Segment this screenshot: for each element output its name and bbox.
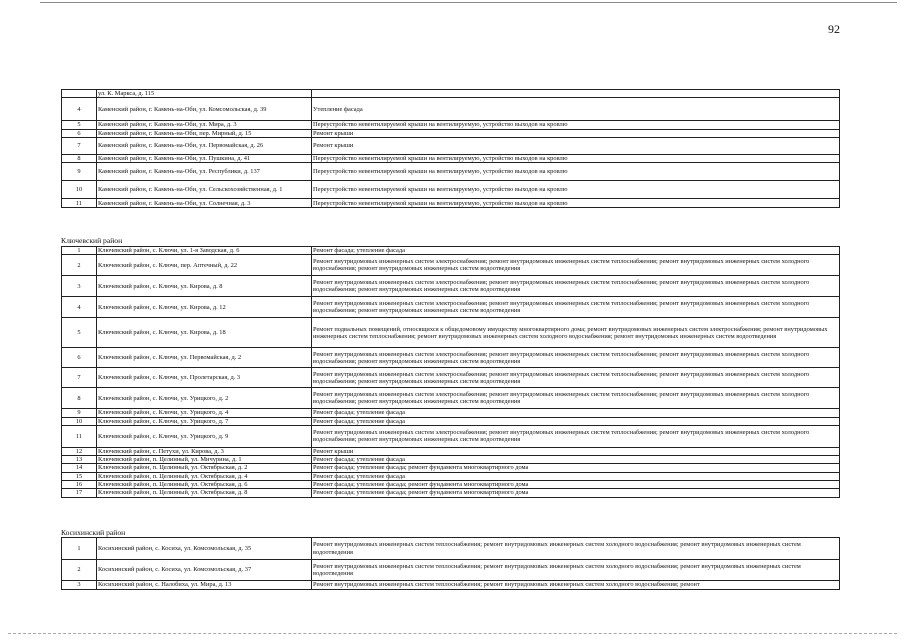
row-works: Ремонт фасада; утепление фасада xyxy=(312,409,840,417)
row-address: Ключевский район, с. Ключи, ул. Урицкого, д. 7 xyxy=(97,417,312,425)
section-title-kosikhinsky: Косихинский район xyxy=(61,528,126,537)
row-works: Ремонт фасада; утепление фасада xyxy=(312,247,840,255)
row-number xyxy=(62,90,97,98)
row-number: 2 xyxy=(62,560,97,581)
table-kamensky xyxy=(61,89,840,208)
row-address: Ключевский район, с. Ключи, ул. Кирова, д. 18 xyxy=(97,318,312,348)
table-row xyxy=(62,154,840,162)
row-number: 11 xyxy=(62,425,97,447)
table-row xyxy=(62,318,840,348)
table-row xyxy=(62,348,840,368)
row-address: Ключевский район, п. Целинный, ул. Октябрьская, д. 8 xyxy=(97,489,312,497)
row-works: Ремонт внутридомовых инженерных систем теплоснабжения; ремонт внутридомовых инженерных систем холодного водоснабжения; ремонт внутридомовых инженерных систем водоотведения xyxy=(312,538,840,560)
row-address: Косихинский район, с. Налобиха, ул. Мира, д. 13 xyxy=(97,581,312,590)
row-address: Ключевский район, с. Ключи, ул. Урицкого, д. 4 xyxy=(97,409,312,417)
row-works: Ремонт внутридомовых инженерных систем электроснабжения; ремонт внутридомовых инженерных систем теплоснабжения; ремонт внутридомовых инженерных систем холодного водоснабжения; ремонт внутридомовых инженерных систем водоотведения xyxy=(312,348,840,368)
row-address: Каменский район, г. Камень-на-Оби, ул. Солнечная, д. 3 xyxy=(97,199,312,208)
row-number: 11 xyxy=(62,199,97,208)
row-address: Ключевский район, с. Ключи, ул. Кирова, д. 8 xyxy=(97,276,312,297)
table-body xyxy=(62,90,840,208)
row-works: Ремонт фасада; утепление фасада; ремонт фундамента многоквартирного дома xyxy=(312,481,840,489)
table-row xyxy=(62,137,840,154)
row-address: Косихинский район, с. Косиха, ул. Комсомольская, д. 35 xyxy=(97,538,312,560)
row-number: 9 xyxy=(62,163,97,181)
row-works: Ремонт внутридомовых инженерных систем теплоснабжения; ремонт внутридомовых инженерных систем холодного водоснабжения; ремонт xyxy=(312,581,840,590)
table-row xyxy=(62,481,840,489)
row-address: Ключевский район, п. Целинный, ул. Октябрьская, д. 6 xyxy=(97,481,312,489)
row-number: 7 xyxy=(62,137,97,154)
table-row xyxy=(62,560,840,581)
row-works: Ремонт внутридомовых инженерных систем электроснабжения; ремонт внутридомовых инженерных систем теплоснабжения; ремонт внутридомовых инженерных систем холодного водоснабжения; ремонт внутридомовых инженерных систем водоотведения xyxy=(312,425,840,447)
row-number: 4 xyxy=(62,98,97,121)
row-address: Ключевский район, п. Целинный, ул. Мичурина, д. 1 xyxy=(97,456,312,464)
row-number: 5 xyxy=(62,318,97,348)
row-works: Ремонт фасада; утепление фасада; ремонт фундамента многоквартирного дома xyxy=(312,489,840,497)
table-row xyxy=(62,181,840,199)
page-number: 92 xyxy=(828,22,840,36)
row-works: Ремонт крыши xyxy=(312,129,840,137)
row-address: Каменский район, г. Камень-на-Оби, ул. Сельскохозяйственная, д. 1 xyxy=(97,181,312,199)
table-row xyxy=(62,472,840,480)
table-row xyxy=(62,129,840,137)
row-works: Ремонт внутридомовых инженерных систем электроснабжения; ремонт внутридомовых инженерных систем теплоснабжения; ремонт внутридомовых инженерных систем холодного водоснабжения; ремонт внутридомовых инженерных систем водоотведения xyxy=(312,255,840,276)
row-works: Ремонт крыши xyxy=(312,447,840,455)
row-works: Ремонт внутридомовых инженерных систем теплоснабжения; ремонт внутридомовых инженерных систем холодного водоснабжения; ремонт внутридомовых инженерных систем водоотведения xyxy=(312,560,840,581)
row-number: 4 xyxy=(62,297,97,318)
row-number: 3 xyxy=(62,581,97,590)
row-address: Каменский район, г. Камень-на-Оби, ул. Комсомольская, д. 39 xyxy=(97,98,312,121)
row-works: Переустройство невентилируемой крыши на вентилируемую, устройство выходов на кровлю xyxy=(312,163,840,181)
row-address: Ключевский район, с. Петухи, ул. Кирова, д. 3 xyxy=(97,447,312,455)
table-row xyxy=(62,297,840,318)
table-row xyxy=(62,538,840,560)
row-number: 2 xyxy=(62,255,97,276)
row-works: Ремонт крыши xyxy=(312,137,840,154)
table-row xyxy=(62,409,840,417)
row-works: Ремонт внутридомовых инженерных систем электроснабжения; ремонт внутридомовых инженерных систем теплоснабжения; ремонт внутридомовых инженерных систем холодного водоснабжения; ремонт внутридомовых инженерных систем водоотведения xyxy=(312,297,840,318)
row-works: Ремонт подвальных помещений, относящихся к общедомовому имуществу многоквартирного дома; ремонт внутридомовых инженерных систем электроснабжения; ремонт внутридомовых инженерных систем теплоснабжения; ремонт внутридомовых инженерных систем холодного водоснабжения; ремонт внутридомовых инженерных систем водоотведения xyxy=(312,318,840,348)
row-address: Ключевский район, с. Ключи, ул. Урицкого, д. 2 xyxy=(97,388,312,409)
row-number: 8 xyxy=(62,154,97,162)
row-address: Каменский район, г. Камень-на-Оби, пер. Мирный, д. 15 xyxy=(97,129,312,137)
row-works: Ремонт внутридомовых инженерных систем электроснабжения; ремонт внутридомовых инженерных систем теплоснабжения; ремонт внутридомовых инженерных систем холодного водоснабжения; ремонт внутридомовых инженерных систем водоотведения xyxy=(312,368,840,388)
row-number: 7 xyxy=(62,368,97,388)
table-row xyxy=(62,247,840,255)
row-number: 16 xyxy=(62,481,97,489)
row-address: Ключевский район, с. Ключи, ул. 1-я Заводская, д. 6 xyxy=(97,247,312,255)
row-address: ул. К. Маркса, д. 115 xyxy=(97,90,312,98)
row-works: Ремонт фасада; утепление фасада xyxy=(312,472,840,480)
row-works: Ремонт внутридомовых инженерных систем электроснабжения; ремонт внутридомовых инженерных систем теплоснабжения; ремонт внутридомовых инженерных систем холодного водоснабжения; ремонт внутридомовых инженерных систем водоотведения xyxy=(312,276,840,297)
row-works: Ремонт фасада; утепление фасада xyxy=(312,417,840,425)
row-works xyxy=(312,90,840,98)
row-address: Ключевский район, с. Ключи, ул. Первомайская, д. 2 xyxy=(97,348,312,368)
row-number: 8 xyxy=(62,388,97,409)
row-address: Ключевский район, с. Ключи, ул. Урицкого, д. 9 xyxy=(97,425,312,447)
table-row xyxy=(62,276,840,297)
table-row xyxy=(62,98,840,121)
table-body xyxy=(62,538,840,590)
table-klyuchevsky xyxy=(61,246,840,498)
table-body xyxy=(62,247,840,498)
bottom-rule xyxy=(8,633,897,634)
table-kosikhinsky xyxy=(61,537,840,590)
table-row xyxy=(62,90,840,98)
row-address: Ключевский район, с. Ключи, ул. Пролетарская, д. 3 xyxy=(97,368,312,388)
row-works: Утепление фасада xyxy=(312,98,840,121)
table-row xyxy=(62,199,840,208)
table-row xyxy=(62,456,840,464)
row-address: Каменский район, г. Камень-на-Оби, ул. Республики, д. 137 xyxy=(97,163,312,181)
top-rule xyxy=(40,2,897,3)
table-row xyxy=(62,255,840,276)
table-row xyxy=(62,368,840,388)
row-address: Ключевский район, с. Ключи, ул. Кирова, д. 12 xyxy=(97,297,312,318)
row-number: 3 xyxy=(62,276,97,297)
row-number: 1 xyxy=(62,538,97,560)
row-number: 12 xyxy=(62,447,97,455)
row-number: 14 xyxy=(62,464,97,472)
row-address: Косихинский район, с. Косиха, ул. Комсомольская, д. 37 xyxy=(97,560,312,581)
table-row xyxy=(62,464,840,472)
table-row xyxy=(62,489,840,497)
row-number: 6 xyxy=(62,129,97,137)
row-number: 13 xyxy=(62,456,97,464)
table-row xyxy=(62,425,840,447)
row-address: Каменский район, г. Камень-на-Оби, ул. Первомайская, д. 26 xyxy=(97,137,312,154)
row-number: 5 xyxy=(62,121,97,129)
table-row xyxy=(62,581,840,590)
table-row xyxy=(62,447,840,455)
table-row xyxy=(62,388,840,409)
row-works: Переустройство невентилируемой крыши на вентилируемую, устройство выходов на кровлю xyxy=(312,154,840,162)
row-works: Ремонт фасада; утепление фасада; ремонт фундамента многоквартирного дома xyxy=(312,464,840,472)
table-row xyxy=(62,417,840,425)
row-address: Каменский район, г. Камень-на-Оби, ул. Пушкина, д. 41 xyxy=(97,154,312,162)
row-number: 9 xyxy=(62,409,97,417)
row-works: Переустройство невентилируемой крыши на вентилируемую, устройство выходов на кровлю xyxy=(312,199,840,208)
row-address: Ключевский район, с. Ключи, пер. Аптечный, д. 22 xyxy=(97,255,312,276)
table-row xyxy=(62,121,840,129)
row-number: 6 xyxy=(62,348,97,368)
row-works: Ремонт фасада; утепление фасада xyxy=(312,456,840,464)
section-title-klyuchevsky: Ключевский район xyxy=(61,236,123,245)
row-address: Ключевский район, п. Целинный, ул. Октябрьская, д. 2 xyxy=(97,464,312,472)
row-number: 15 xyxy=(62,472,97,480)
table-row xyxy=(62,163,840,181)
row-address: Ключевский район, п. Целинный, ул. Октябрьская, д. 4 xyxy=(97,472,312,480)
row-works: Переустройство невентилируемой крыши на вентилируемую, устройство выходов на кровлю xyxy=(312,121,840,129)
row-number: 10 xyxy=(62,181,97,199)
row-address: Каменский район, г. Камень-на-Оби, ул. Мира, д. 3 xyxy=(97,121,312,129)
row-works: Переустройство невентилируемой крыши на вентилируемую, устройство выходов на кровлю xyxy=(312,181,840,199)
row-number: 17 xyxy=(62,489,97,497)
row-works: Ремонт внутридомовых инженерных систем электроснабжения; ремонт внутридомовых инженерных систем теплоснабжения; ремонт внутридомовых инженерных систем холодного водоснабжения; ремонт внутридомовых инженерных систем водоотведения xyxy=(312,388,840,409)
row-number: 10 xyxy=(62,417,97,425)
row-number: 1 xyxy=(62,247,97,255)
